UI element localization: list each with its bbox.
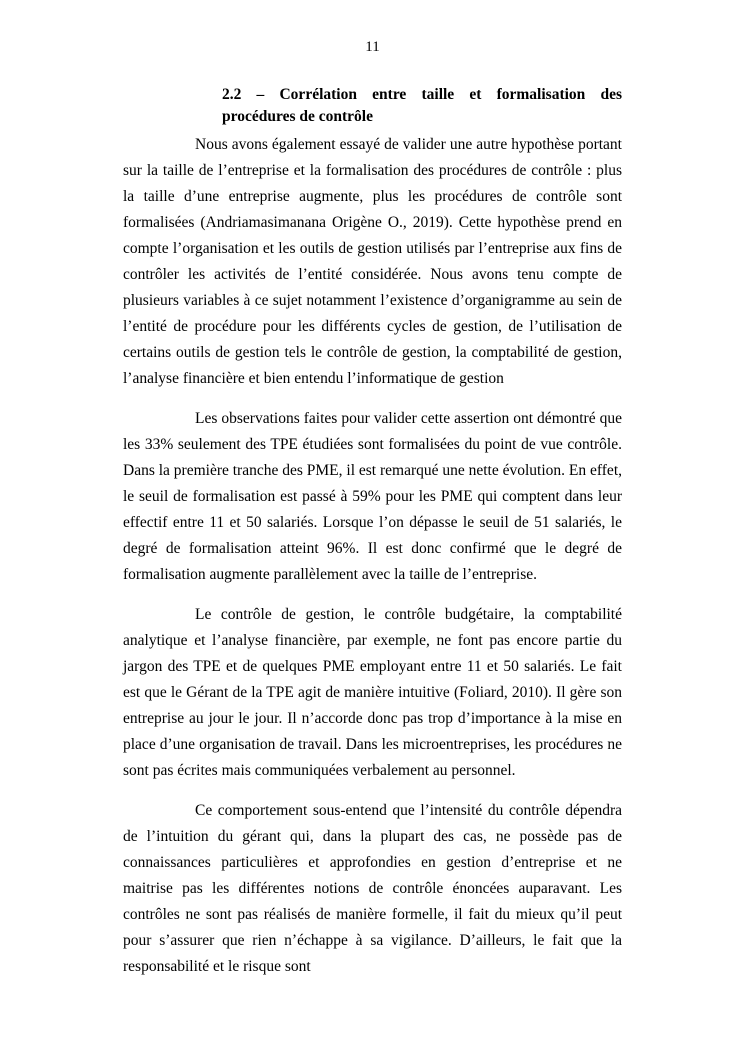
paragraph-observations: Les observations faites pour valider cette assertion ont démontré que les 33% seulement des TPE étudiées sont formalisées du point de vue contrôle. Dans la première tranche des PME, il est remarqué une nette évolution. En effet, le seuil de formalisation est passé à 59% pour les PME qui comptent dans leur effectif entre 11 et 50 salariés. Lorsque l’on dépasse le seuil de 51 salariés, le degré de formalisation atteint 96%. Il est donc confirmé que le degré de formalisation augmente parallèlement avec la taille de l’entreprise. — [123, 410, 622, 583]
paragraph-controle-gestion: Le contrôle de gestion, le contrôle budgétaire, la comptabilité analytique et l’analyse financière, par exemple, ne font pas encore partie du jargon des TPE et de quelques PME employant entre 11 et 50 salariés. Le fait est que le Gérant de la TPE agit de manière intuitive (Foliard, 2010). Il gère son entreprise au jour le jour. Il n’accorde donc pas trop d’importance à la mise en place d’une organisation de travail. Dans les microentreprises, les procédures ne sont pas écrites mais communiquées verbalement au personnel. — [123, 606, 622, 779]
paragraph-comportement: Ce comportement sous-entend que l’intensité du contrôle dépendra de l’intuition du gérant qui, dans la plupart des cas, ne possède pas de connaissances particulières et approfondies en gestion d’entreprise et ne maitrise pas les différentes notions de contrôle énoncées auparavant. Les contrôles ne sont pas réalisés de manière formelle, il fait du mieux qu’il peut pour s’assurer que rien n’échappe à sa vigilance. D’ailleurs, le fait que la responsabilité et le risque sont — [123, 802, 622, 975]
section-heading-line-2: procédures de contrôle — [222, 108, 373, 125]
page-number: 11 — [365, 39, 380, 55]
section-heading-line-1: 2.2 – Corrélation entre taille et formalisation des — [222, 86, 622, 103]
paragraph-hypothesis: Nous avons également essayé de valider une autre hypothèse portant sur la taille de l’entreprise et la formalisation des procédures de contrôle : plus la taille d’une entreprise augmente, plus les procédures de contrôle sont formalisées (Andriamasimanana Origène O., 2019). Cette hypothèse prend en compte l’organisation et les outils de gestion utilisés par l’entreprise aux fins de contrôler les activités de l’entité considérée. Nous avons tenu compte de plusieurs variables à ce sujet notamment l’existence d’organigramme au sein de l’entité de procédure pour les différents cycles de gestion, de l’utilisation de certains outils de gestion tels le contrôle de gestion, la comptabilité de gestion, l’analyse financière et bien entendu l’informatique de gestion — [123, 136, 622, 387]
section-heading — [222, 84, 622, 128]
